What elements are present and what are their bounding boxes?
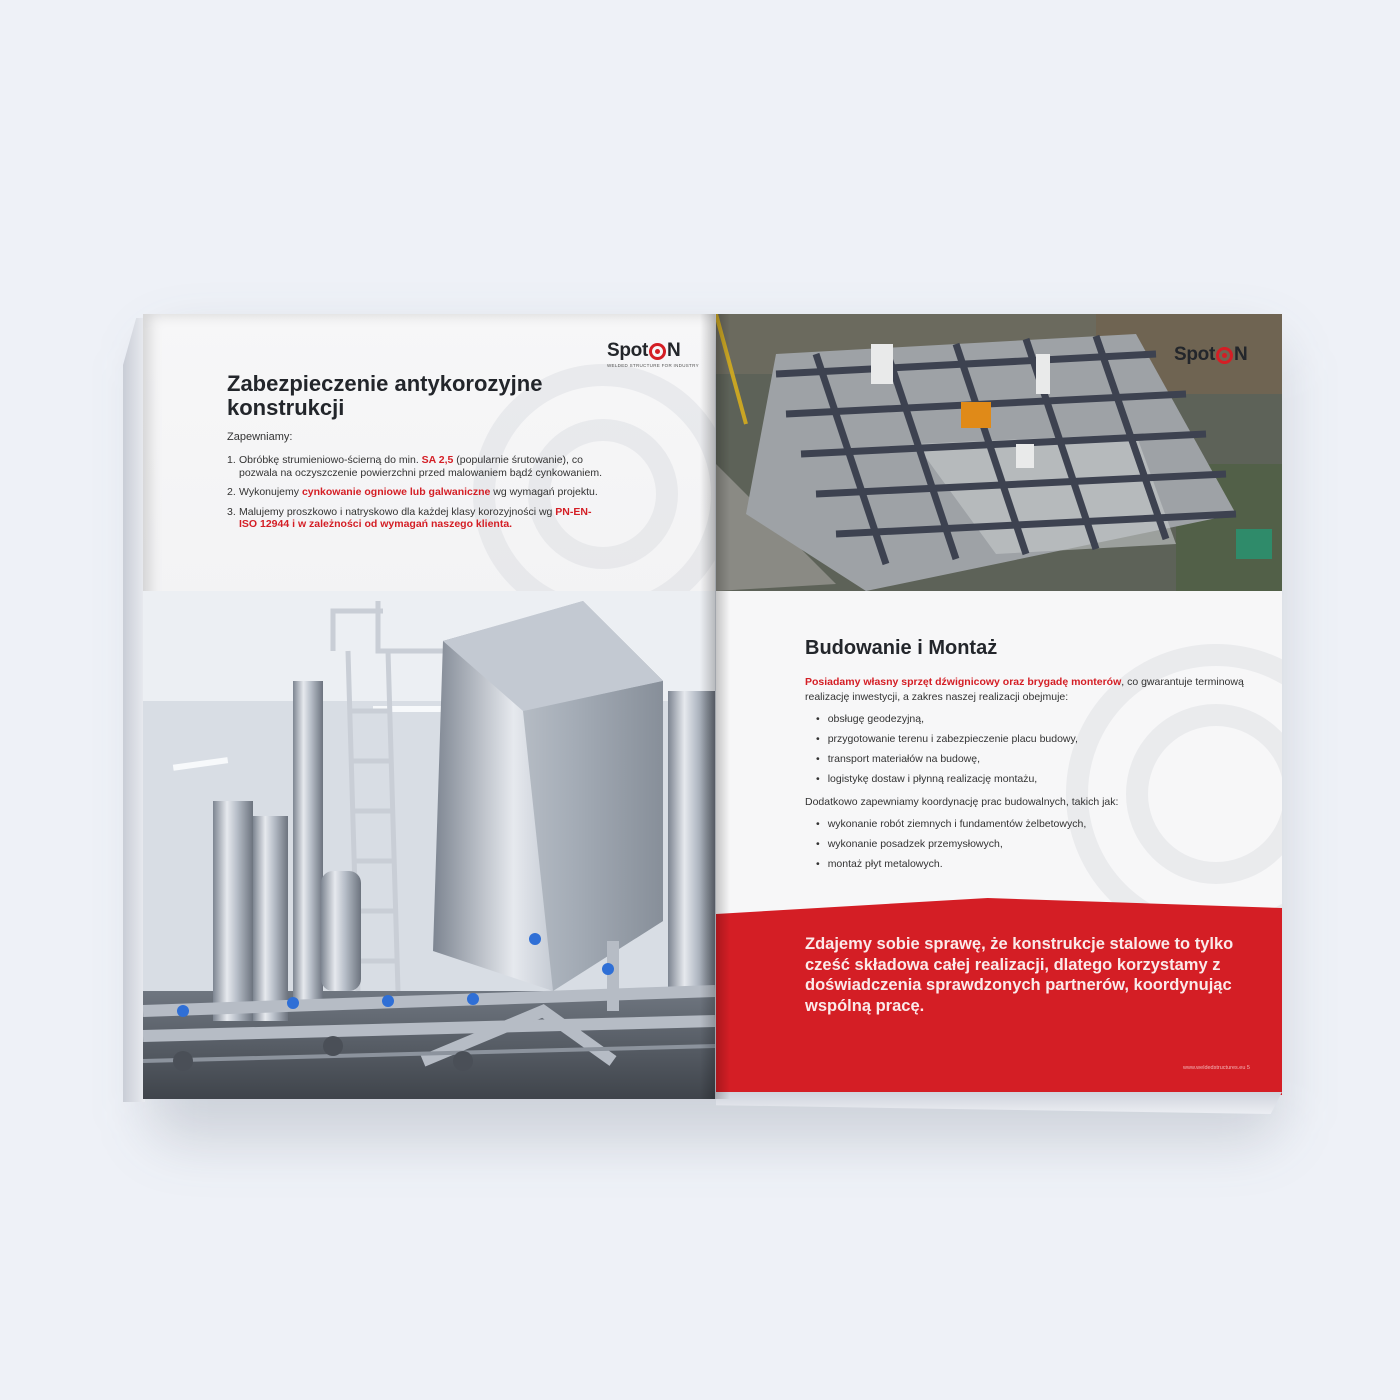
list-number: 1.: [227, 454, 236, 466]
intro-text: , co gwarantuje terminową realizację inwestycji, a zakres naszej realizacji obejmuje:: [805, 676, 1244, 703]
target-icon: [649, 343, 666, 360]
section-title: Budowanie i Montaż: [805, 637, 998, 659]
page-stack-edge: [123, 318, 145, 1102]
target-icon: [1216, 347, 1233, 364]
list-number: 3.: [227, 505, 236, 518]
list-item: • logistykę dostaw i płynną realizację montażu,: [816, 769, 1078, 789]
quote-text: Zdajemy sobie sprawę, że konstrukcje stalowe to tylko cześć składowa całej realizacji, dlatego korzystamy z doświadczenia sprawdzonych partnerów, koordynując wspólną pracę.: [805, 935, 1234, 1015]
spoton-logo: [607, 340, 699, 368]
list-text: [239, 486, 598, 499]
item-text: Wykonujemy: [239, 486, 302, 498]
item-text: Malujemy proszkowo i natryskowo dla każdej klasy korozyjności wg: [239, 505, 556, 518]
extra-list: [816, 814, 1086, 874]
list-item: • obsługę geodezyjną,: [816, 709, 1078, 729]
logo-text: Spot: [1174, 344, 1216, 365]
industrial-tanks-photo: [143, 591, 715, 1099]
item-text: (popularnie śrutowanie), co pozwala na oczyszczenie powierzchni przed malowaniem bądź cynkowaniem.: [239, 454, 603, 479]
left-page: [143, 314, 715, 1099]
list-item: • wykonanie robót ziemnych i fundamentów żelbetowych,: [816, 814, 1086, 834]
services-list: [227, 454, 607, 538]
list-item: • wykonanie posadzek przemysłowych,: [816, 834, 1086, 854]
right-page: [716, 314, 1282, 1095]
lead-text: Zapewniamy:: [227, 431, 293, 443]
list-number: 2.: [227, 486, 236, 498]
list-item: • przygotowanie terenu i zabezpieczenie placu budowy,: [816, 729, 1078, 749]
spoton-logo: [1174, 344, 1247, 366]
footer-url: www.weldedstructures.eu 5: [1183, 1065, 1250, 1071]
item-text: Obróbkę strumieniowo-ścierną do min.: [239, 454, 422, 466]
logo-text: N: [1234, 344, 1248, 365]
item-highlight: PN-EN-ISO 12944 i w zależności od wymagań naszego klienta.: [239, 505, 592, 530]
list-item: • montaż płyt metalowych.: [816, 854, 1086, 874]
list-item: [227, 454, 607, 479]
item-text: wg wymagań projektu.: [490, 486, 598, 498]
scope-list: [816, 709, 1078, 789]
logo-tagline: WELDED STRUCTURE FOR INDUSTRY: [607, 363, 699, 368]
list-item: • transport materiałów na budowę,: [816, 749, 1078, 769]
list-item: [227, 506, 607, 531]
item-highlight: SA 2,5: [421, 454, 454, 466]
list-text: [239, 506, 607, 531]
intro-highlight: Posiadamy własny sprzęt dźwignicowy oraz brygadę monterów: [805, 676, 1122, 688]
extra-lead: Dodatkowo zapewniamy koordynację prac budowalnych, takich jak:: [805, 796, 1119, 808]
list-item: [227, 486, 607, 499]
logo-text: Spot: [607, 340, 649, 361]
steel-frame-aerial-photo: [716, 314, 1282, 591]
item-highlight: cynkowanie ogniowe lub galwaniczne: [301, 486, 491, 498]
logo-text: N: [667, 340, 681, 361]
list-text: [239, 454, 607, 479]
intro-paragraph: [805, 675, 1245, 705]
page-title: Zabezpieczenie antykorozyjne konstrukcji: [227, 371, 543, 420]
tanks-illustration: [143, 591, 715, 1099]
